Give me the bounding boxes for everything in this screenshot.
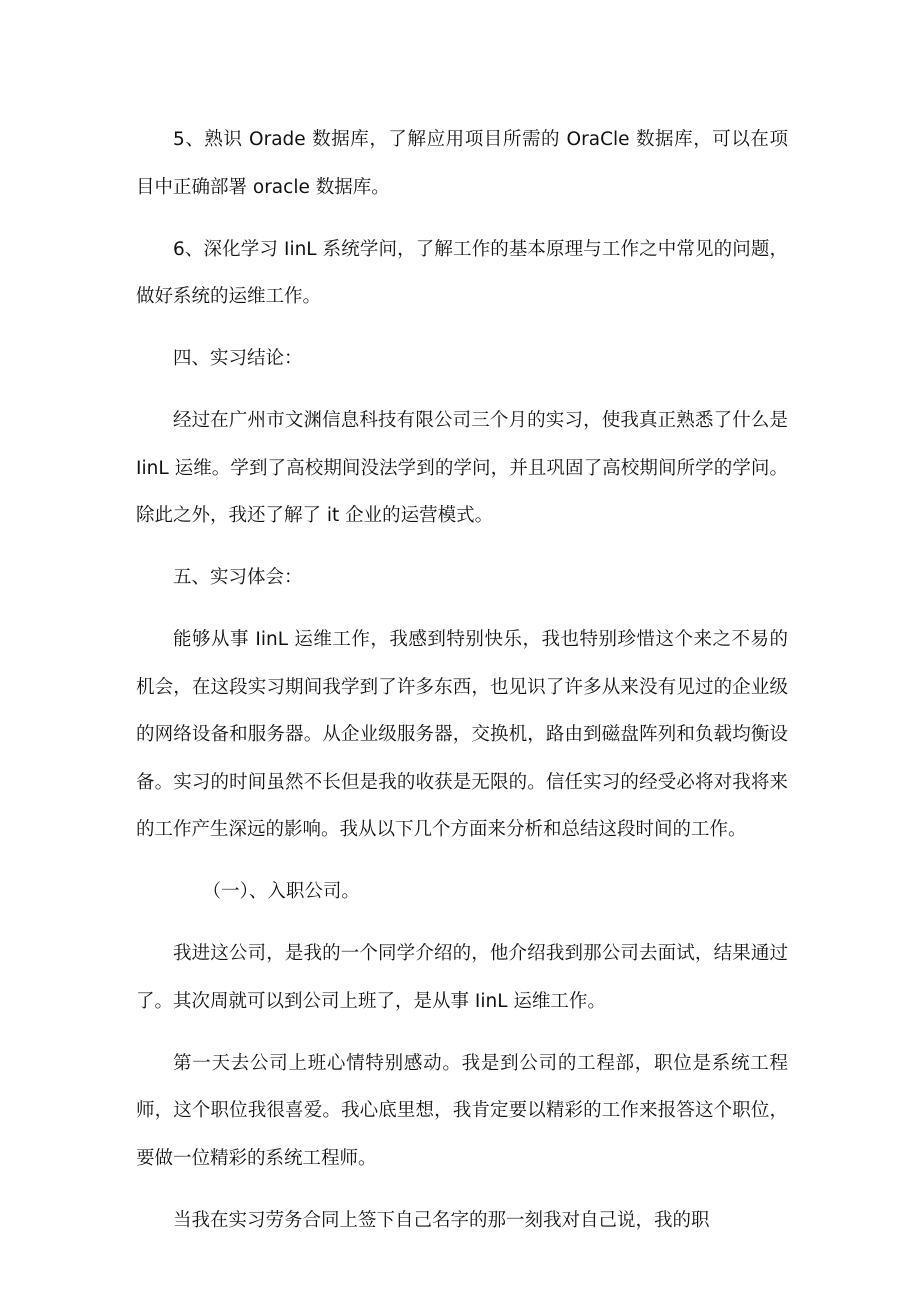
document-body [136, 116, 788, 1259]
paragraph-conclusion: 经过在广州市文渊信息科技有限公司三个月的实习，使我真正熟悉了什么是 IinL 运维。学到了高校期间没法学到的学问，并且巩固了高校期间所学的学问。除此之外，我还了解了 it 企业的运营模式。 [136, 410, 788, 526]
subsection-heading-join-company: （一）、入职公司。 [202, 881, 360, 902]
paragraph-join-company-2: 第一天去公司上班心情特别感动。我是到公司的工程部，职位是系统工程师，这个职位我很喜爱。我心底里想，我肯定要以精彩的工作来报答这个职位，要做一位精彩的系统工程师。 [136, 1052, 788, 1169]
paragraph-item-5: 5、熟识 Orade 数据库，了解应用项目所需的 OraCle 数据库，可以在项目中正确部署 oracle 数据库。 [136, 129, 788, 198]
paragraph-item-6: 6、深化学习 IinL 系统学问，了解工作的基本原理与工作之中常见的问题，做好系统的运维工作。 [136, 238, 788, 307]
section-heading-conclusion: 四、实习结论： [173, 348, 303, 369]
section-heading-experience: 五、实习体会： [173, 567, 303, 588]
paragraph-join-company-1: 我进这公司，是我的一个同学介绍的，他介绍我到那公司去面试，结果通过了。其次周就可以到公司上班了，是从事 IinL 运维工作。 [136, 943, 788, 1012]
paragraph-experience: 能够从事 IinL 运维工作，我感到特别快乐，我也特别珍惜这个来之不易的机会，在这段实习期间我学到了许多东西，也见识了许多从来没有见过的企业级的网络设备和服务器。从企业级服务器，交换机，路由到磁盘阵列和负载均衡设备。实习的时间虽然不长但是我的收获是无限的。信任实习的经受必将对我将来的工作产生深远的影响。我从以下几个方面来分析和总结这段时间的工作。 [136, 629, 788, 840]
paragraph-join-company-3: 当我在实习劳务合同上签下自己名字的那一刻我对自己说，我的职 [173, 1209, 710, 1231]
